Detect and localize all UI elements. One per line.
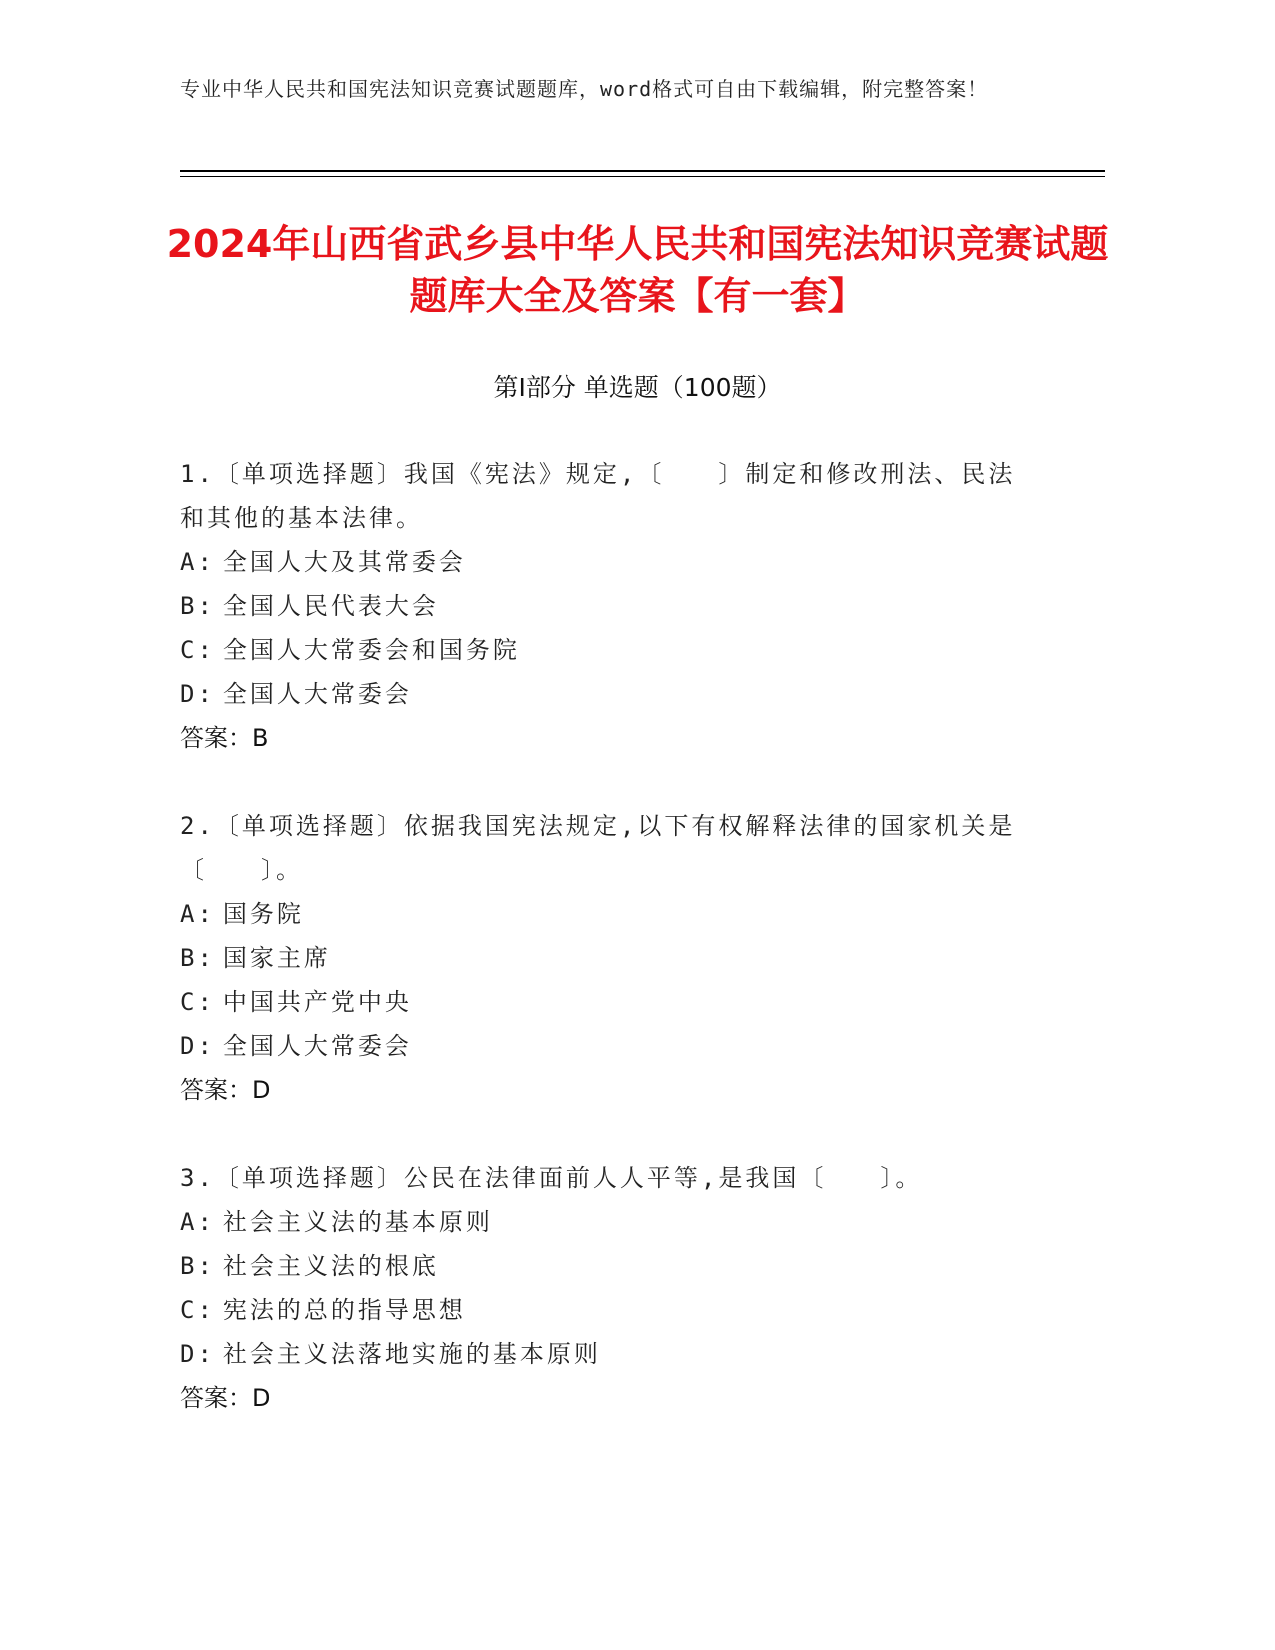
section-title: 第Ⅰ部分 单选题（100题） xyxy=(493,373,782,402)
option-text: 社会主义法的基本原则 xyxy=(222,1208,493,1236)
option-letter: D: xyxy=(180,680,215,708)
option-letter: B: xyxy=(180,1252,215,1280)
option-b xyxy=(180,1244,1040,1288)
option-letter: C: xyxy=(180,988,215,1016)
option-c xyxy=(180,628,1040,672)
question-stem: 2.〔单项选择题〕依据我国宪法规定,以下有权解释法律的国家机关是〔 〕。 xyxy=(180,812,1016,884)
option-a xyxy=(180,1200,1040,1244)
option-b xyxy=(180,936,1040,980)
option-text: 社会主义法落地实施的基本原则 xyxy=(222,1340,601,1368)
document-title: 2024年山西省武乡县中华人民共和国宪法知识竞赛试题题库大全及答案【有一套】 xyxy=(166,222,1109,318)
option-d xyxy=(180,1332,1040,1376)
answer-line: 答案：D xyxy=(180,1076,271,1104)
header-rule-thick xyxy=(180,170,1105,172)
option-text: 社会主义法的根底 xyxy=(222,1252,439,1280)
option-text: 全国人大常委会 xyxy=(222,1032,412,1060)
option-text: 国家主席 xyxy=(222,944,331,972)
question-stem: 1.〔单项选择题〕我国《宪法》规定,〔 〕制定和修改刑法、民法和其他的基本法律。 xyxy=(180,460,1016,532)
option-text: 全国人民代表大会 xyxy=(222,592,439,620)
option-letter: A: xyxy=(180,1208,215,1236)
option-a xyxy=(180,892,1040,936)
question-3 xyxy=(180,1156,1040,1420)
question-list xyxy=(180,452,1040,1464)
option-letter: A: xyxy=(180,548,215,576)
question-1 xyxy=(180,452,1040,760)
option-d xyxy=(180,1024,1040,1068)
option-d xyxy=(180,672,1040,716)
option-text: 全国人大常委会和国务院 xyxy=(222,636,520,664)
answer-line: 答案：B xyxy=(180,724,269,752)
option-letter: D: xyxy=(180,1340,215,1368)
option-b xyxy=(180,584,1040,628)
option-letter: C: xyxy=(180,1296,215,1324)
option-text: 全国人大常委会 xyxy=(222,680,412,708)
option-text: 宪法的总的指导思想 xyxy=(222,1296,466,1324)
question-stem: 3.〔单项选择题〕公民在法律面前人人平等,是我国〔 〕。 xyxy=(180,1164,923,1192)
question-2 xyxy=(180,804,1040,1112)
option-letter: D: xyxy=(180,1032,215,1060)
option-letter: C: xyxy=(180,636,215,664)
option-text: 全国人大及其常委会 xyxy=(222,548,466,576)
option-c xyxy=(180,980,1040,1024)
option-letter: B: xyxy=(180,944,215,972)
header-rule-thin xyxy=(180,176,1105,177)
option-a xyxy=(180,540,1040,584)
header-note: 专业中华人民共和国宪法知识竞赛试题题库，word格式可自由下载编辑，附完整答案！ xyxy=(180,77,989,101)
option-letter: A: xyxy=(180,900,215,928)
option-c xyxy=(180,1288,1040,1332)
option-text: 国务院 xyxy=(222,900,304,928)
answer-line: 答案：D xyxy=(180,1384,271,1412)
option-letter: B: xyxy=(180,592,215,620)
option-text: 中国共产党中央 xyxy=(222,988,412,1016)
